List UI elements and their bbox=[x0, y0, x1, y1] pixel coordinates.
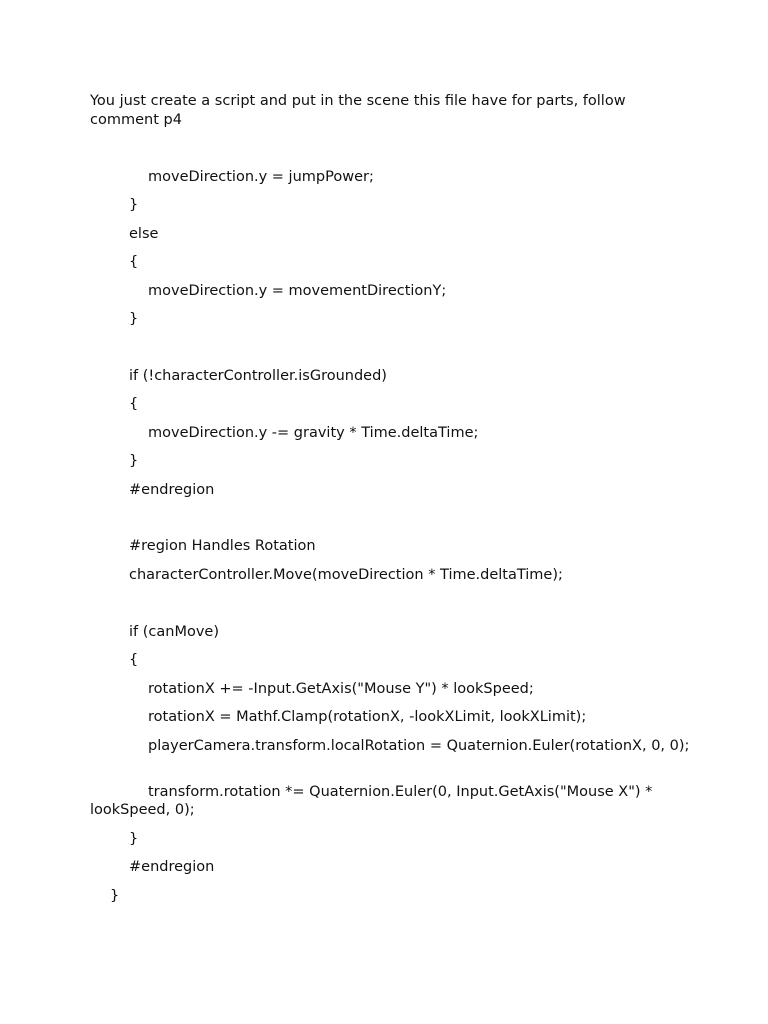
intro-paragraph: You just create a script and put in the scene this file have for parts, follow comment p4 bbox=[90, 93, 626, 128]
code-line: else bbox=[129, 226, 159, 242]
code-line: rotationX += -Input.GetAxis("Mouse Y") * lookSpeed; bbox=[148, 681, 534, 697]
code-line: { bbox=[129, 254, 139, 270]
code-line-text: transform.rotation *= Quaternion.Euler(0, Input.GetAxis("Mouse X") * lookSpeed, 0); bbox=[90, 784, 653, 818]
code-line: moveDirection.y -= gravity * Time.deltaTime; bbox=[148, 425, 479, 441]
code-line-text: playerCamera.transform.localRotation = Quaternion.Euler(rotationX, 0, 0); bbox=[148, 738, 690, 754]
code-line: if (canMove) bbox=[129, 624, 219, 640]
code-line: #endregion bbox=[129, 859, 215, 875]
code-line: moveDirection.y = jumpPower; bbox=[148, 169, 374, 185]
code-line: moveDirection.y = movementDirectionY; bbox=[148, 283, 447, 299]
code-line: #region Handles Rotation bbox=[129, 538, 316, 554]
code-line-wrapped bbox=[90, 783, 690, 819]
code-line: } bbox=[129, 831, 139, 847]
code-line: } bbox=[129, 453, 139, 469]
code-line: { bbox=[129, 652, 139, 668]
code-line: } bbox=[110, 888, 120, 904]
code-line: rotationX = Mathf.Clamp(rotationX, -lookXLimit, lookXLimit); bbox=[148, 709, 587, 725]
code-line-wrapped bbox=[90, 737, 690, 755]
code-line: { bbox=[129, 396, 139, 412]
code-line: if (!characterController.isGrounded) bbox=[129, 368, 387, 384]
code-line: characterController.Move(moveDirection * Time.deltaTime); bbox=[129, 567, 563, 583]
code-line: } bbox=[129, 311, 139, 327]
code-line: } bbox=[129, 197, 139, 213]
code-line: #endregion bbox=[129, 482, 215, 498]
